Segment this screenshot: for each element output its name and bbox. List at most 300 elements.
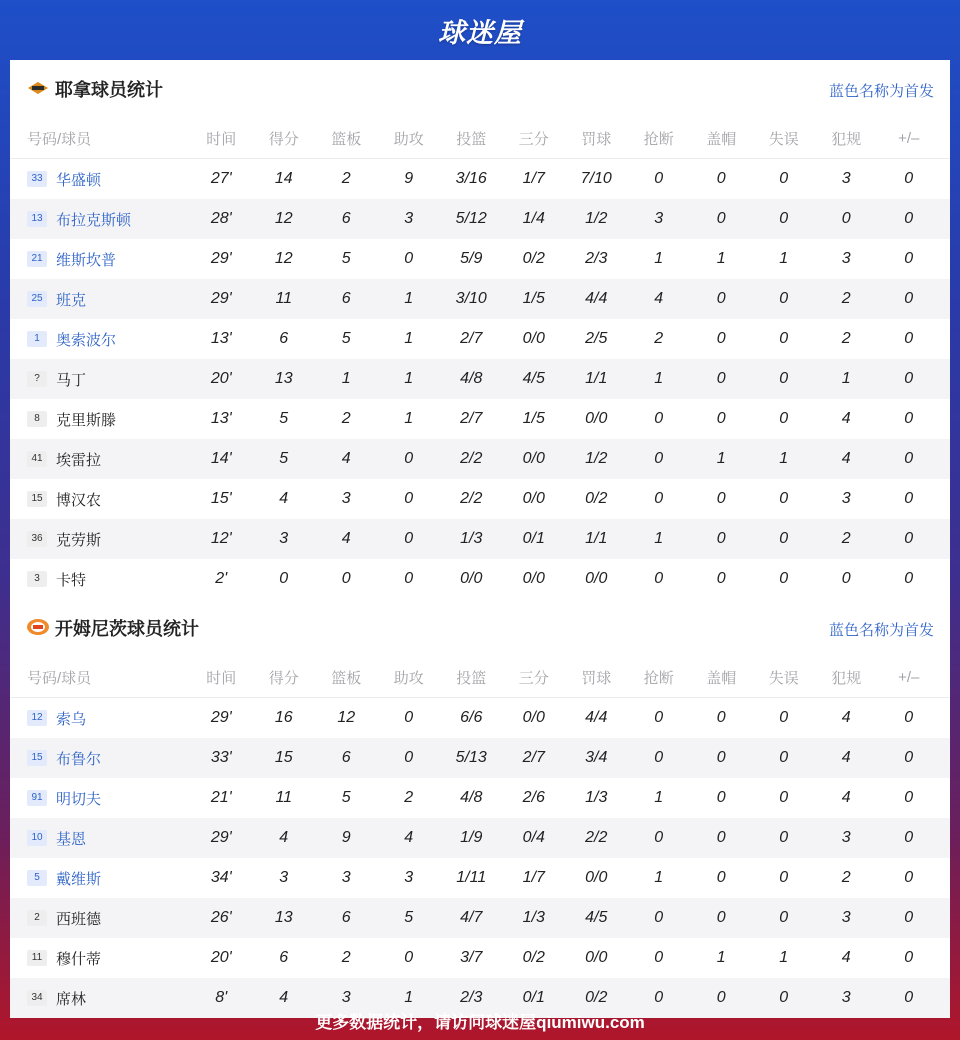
player-cell — [10, 449, 180, 470]
stat-cell: 5 — [404, 909, 414, 926]
starter-legend-note: 蓝色名称为首发 — [828, 83, 934, 100]
stat-cell: 3/7 — [460, 949, 483, 966]
stat-cell: 0 — [716, 829, 726, 846]
site-logo[interactable]: 球迷屋 — [438, 17, 522, 48]
stat-cell: 0/0 — [522, 709, 545, 726]
player-row[interactable] — [10, 479, 950, 519]
stat-cell: 2/7 — [460, 330, 483, 347]
player-name[interactable]: 基恩 — [56, 830, 87, 848]
stat-cell: 0 — [779, 490, 789, 507]
stat-cell: 1 — [404, 290, 414, 307]
player-cell — [10, 529, 180, 550]
jersey-number-badge: 12 — [27, 710, 47, 726]
footer-link-text[interactable]: 更多数据统计，请访问球迷屋qiumiwu.com — [315, 1012, 645, 1032]
player-name[interactable]: 克里斯滕 — [56, 411, 117, 429]
jersey-number-badge: 41 — [27, 451, 47, 467]
stat-cell: 0 — [904, 450, 914, 467]
stat-cell: 4 — [279, 490, 289, 507]
stat-cell: 0 — [404, 490, 414, 507]
stat-cell: 20' — [210, 949, 232, 966]
team-stats-title: 耶拿球员统计 — [55, 80, 163, 100]
stat-cell: 1 — [404, 989, 414, 1006]
column-header-row — [10, 118, 950, 159]
stat-cell: 4 — [841, 450, 851, 467]
stat-cell: 0 — [904, 170, 914, 187]
jersey-number-badge: 11 — [27, 950, 47, 966]
stat-cell: 9 — [341, 829, 351, 846]
stat-cell: 0 — [404, 450, 414, 467]
stat-cell: 0/4 — [522, 829, 545, 846]
stat-cell: 3 — [404, 210, 414, 227]
stat-cell: 1/7 — [522, 170, 545, 187]
stat-cell: 1 — [341, 370, 351, 387]
stat-cell: 0 — [904, 829, 914, 846]
stat-cell: 4/4 — [585, 709, 608, 726]
jersey-number-badge: 8 — [27, 411, 47, 427]
player-row[interactable] — [10, 239, 950, 279]
stat-cell: 1 — [654, 250, 664, 267]
stat-cell: 2/7 — [460, 410, 483, 427]
stat-cell: 0/2 — [585, 989, 608, 1006]
stat-cell: 5/13 — [455, 749, 487, 766]
player-cell — [10, 329, 180, 350]
stat-cell: 4 — [841, 949, 851, 966]
stat-cell: 0 — [779, 709, 789, 726]
jersey-number-badge: 10 — [27, 830, 47, 846]
player-cell — [10, 748, 180, 769]
player-row[interactable] — [10, 898, 950, 938]
stat-cell: 1/9 — [460, 829, 483, 846]
player-row[interactable] — [10, 858, 950, 898]
stat-cell: 0 — [904, 749, 914, 766]
stat-cell: 0 — [841, 570, 851, 587]
jersey-number-badge: 2 — [27, 910, 47, 926]
stat-cell: 0 — [904, 330, 914, 347]
stat-cell: 1 — [716, 450, 726, 467]
stat-cell: 0 — [716, 749, 726, 766]
stat-cell: 29' — [210, 290, 232, 307]
player-row[interactable] — [10, 559, 950, 599]
player-cell — [10, 569, 180, 590]
stat-cell: 0 — [716, 869, 726, 886]
jersey-number-badge: 5 — [27, 870, 47, 886]
stat-cell: 13' — [210, 410, 232, 427]
team-logo-jena-icon — [26, 79, 50, 97]
stat-cell: 0 — [654, 949, 664, 966]
stat-cell: 0 — [654, 709, 664, 726]
stat-cell: 0/0 — [522, 450, 545, 467]
stat-cell: 0 — [779, 869, 789, 886]
stats-panel — [10, 60, 950, 1008]
stat-cell: 0 — [841, 210, 851, 227]
stat-cell: 16 — [274, 709, 293, 726]
stat-cell: 0 — [716, 570, 726, 587]
player-cell — [10, 169, 180, 190]
stat-cell: 6 — [341, 749, 351, 766]
stat-cell: 4 — [654, 290, 664, 307]
player-name[interactable]: 布拉克斯顿 — [56, 211, 132, 229]
stat-cell: 0 — [404, 570, 414, 587]
stat-cell: 0 — [654, 989, 664, 1006]
stat-cell: 1/2 — [585, 450, 608, 467]
stat-cell: 0/0 — [460, 570, 483, 587]
player-cell — [10, 788, 180, 809]
column-header[interactable]: +/– — [898, 668, 920, 686]
stat-cell: 21' — [210, 789, 232, 806]
column-header[interactable]: 失误 — [768, 669, 799, 687]
stat-cell: 0 — [716, 370, 726, 387]
column-header[interactable]: 三分 — [518, 669, 549, 687]
stat-cell: 29' — [210, 829, 232, 846]
stat-cell: 1/5 — [522, 410, 545, 427]
stat-cell: 0 — [779, 749, 789, 766]
stat-cell: 0 — [654, 749, 664, 766]
stat-cell: 34' — [210, 869, 232, 886]
stat-cell: 5 — [341, 250, 351, 267]
column-header[interactable]: 得分 — [268, 130, 299, 148]
player-cell — [10, 948, 180, 969]
player-row[interactable] — [10, 738, 950, 778]
stat-cell: 8' — [215, 989, 228, 1006]
player-name[interactable]: 西班德 — [56, 910, 102, 928]
stat-cell: 6 — [279, 330, 289, 347]
stat-cell: 1/1 — [585, 370, 608, 387]
stat-cell: 1 — [654, 530, 664, 547]
stat-cell: 1 — [404, 370, 414, 387]
stat-cell: 12' — [210, 530, 232, 547]
stat-cell: 4/5 — [522, 370, 545, 387]
column-header[interactable]: 三分 — [518, 130, 549, 148]
player-cell — [10, 289, 180, 310]
stat-cell: 0 — [779, 989, 789, 1006]
player-name[interactable]: 明切夫 — [56, 790, 102, 808]
player-name[interactable]: 奥索波尔 — [56, 331, 117, 349]
stat-cell: 29' — [210, 250, 232, 267]
jersey-number-badge: 15 — [27, 750, 47, 766]
column-header[interactable]: 盖帽 — [706, 130, 737, 148]
team-section — [10, 60, 950, 599]
stat-cell: 2 — [654, 330, 664, 347]
jersey-number-badge: 21 — [27, 251, 47, 267]
player-row[interactable] — [10, 698, 950, 738]
player-row[interactable] — [10, 359, 950, 399]
stat-cell: 4 — [341, 450, 351, 467]
stat-cell: 2/3 — [585, 250, 608, 267]
jersey-number-badge: 34 — [27, 990, 47, 1006]
stat-cell: 0 — [404, 250, 414, 267]
stat-cell: 0 — [654, 829, 664, 846]
stat-cell: 12 — [274, 250, 293, 267]
stat-cell: 2 — [841, 290, 851, 307]
column-header[interactable]: 助攻 — [393, 669, 424, 687]
player-name[interactable]: 埃雷拉 — [56, 451, 102, 469]
player-cell — [10, 708, 180, 729]
player-name[interactable]: 克劳斯 — [56, 531, 102, 549]
player-name[interactable]: 戴维斯 — [56, 870, 102, 888]
stat-cell: 3 — [841, 989, 851, 1006]
stat-cell: 0/1 — [522, 989, 545, 1006]
column-header-player[interactable]: 号码/球员 — [27, 130, 92, 148]
player-name[interactable]: 布鲁尔 — [56, 750, 102, 768]
stat-cell: 1/3 — [460, 530, 483, 547]
stat-cell: 2/3 — [460, 989, 483, 1006]
stat-cell: 0 — [654, 450, 664, 467]
site-header — [0, 0, 960, 60]
stat-cell: 0 — [904, 789, 914, 806]
jersey-number-badge: 13 — [27, 211, 47, 227]
player-row[interactable] — [10, 159, 950, 199]
stat-cell: 1/5 — [522, 290, 545, 307]
stat-cell: 0 — [716, 789, 726, 806]
stat-cell: 2 — [341, 949, 351, 966]
stat-cell: 0 — [404, 749, 414, 766]
team-section — [10, 599, 950, 1018]
player-name[interactable]: 维斯坎普 — [56, 251, 117, 269]
player-cell — [10, 908, 180, 929]
stat-cell: 12 — [274, 210, 293, 227]
column-header[interactable]: 得分 — [268, 669, 299, 687]
stat-cell: 1 — [654, 370, 664, 387]
stat-cell: 0 — [904, 949, 914, 966]
stat-cell: 4 — [841, 410, 851, 427]
column-header[interactable]: 罚球 — [581, 669, 612, 687]
stat-cell: 0 — [779, 210, 789, 227]
stat-cell: 0/0 — [585, 869, 608, 886]
stat-cell: 0/0 — [522, 490, 545, 507]
stat-cell: 3 — [654, 210, 664, 227]
stat-cell: 2/2 — [460, 450, 483, 467]
stat-cell: 0 — [716, 410, 726, 427]
footer-banner — [0, 1000, 960, 1040]
player-row[interactable] — [10, 319, 950, 359]
stat-cell: 4 — [841, 789, 851, 806]
stat-cell: 0/2 — [522, 949, 545, 966]
stat-cell: 0 — [904, 490, 914, 507]
jersey-number-badge: 1 — [27, 331, 47, 347]
stat-cell: 6 — [341, 909, 351, 926]
stat-cell: 0 — [716, 909, 726, 926]
stat-cell: 20' — [210, 370, 232, 387]
stat-cell: 0 — [716, 170, 726, 187]
column-header[interactable]: 篮板 — [331, 130, 362, 148]
column-header[interactable]: 时间 — [206, 130, 237, 148]
stat-cell: 3 — [279, 869, 289, 886]
stat-cell: 4/4 — [585, 290, 608, 307]
column-header[interactable]: 投篮 — [456, 669, 487, 687]
stat-cell: 15 — [274, 749, 293, 766]
stat-cell: 6 — [341, 210, 351, 227]
column-header[interactable]: 罚球 — [581, 130, 612, 148]
stat-cell: 0 — [779, 290, 789, 307]
stat-cell: 0 — [779, 370, 789, 387]
stat-cell: 14 — [274, 170, 293, 187]
stat-cell: 0 — [341, 570, 351, 587]
jersey-number-badge: 15 — [27, 491, 47, 507]
team-stats-title: 开姆尼茨球员统计 — [55, 619, 199, 639]
stat-cell: 0/0 — [585, 410, 608, 427]
stat-cell: 0 — [654, 490, 664, 507]
stat-cell: 0 — [779, 170, 789, 187]
player-name[interactable]: 班克 — [56, 291, 87, 309]
player-name[interactable]: 马丁 — [56, 371, 87, 389]
stat-cell: 0 — [904, 250, 914, 267]
starter-legend-note: 蓝色名称为首发 — [828, 622, 934, 639]
stat-cell: 1 — [716, 250, 726, 267]
stat-cell: 5/9 — [460, 250, 483, 267]
player-name[interactable]: 穆什蒂 — [56, 950, 102, 968]
column-header[interactable]: 抢断 — [643, 669, 674, 687]
jersey-number-badge: 3 — [27, 571, 47, 587]
stat-cell: 1 — [654, 789, 664, 806]
stat-cell: 3 — [279, 530, 289, 547]
player-cell — [10, 868, 180, 889]
stat-cell: 4/8 — [460, 370, 483, 387]
stat-cell: 2/2 — [585, 829, 608, 846]
stat-cell: 0 — [716, 490, 726, 507]
stat-cell: 1 — [404, 330, 414, 347]
player-name[interactable]: 席林 — [56, 990, 87, 1008]
team-logo-chemnitz-icon — [26, 618, 50, 636]
stat-cell: 1/3 — [522, 909, 545, 926]
column-header-row — [10, 657, 950, 698]
stat-cell: 3/10 — [455, 290, 487, 307]
column-header[interactable]: 投篮 — [456, 130, 487, 148]
stat-cell: 0 — [716, 989, 726, 1006]
stat-cell: 3 — [841, 250, 851, 267]
stat-cell: 33' — [210, 749, 232, 766]
stat-cell: 1 — [404, 410, 414, 427]
stat-cell: 0/0 — [522, 570, 545, 587]
stat-cell: 3 — [341, 989, 351, 1006]
stat-cell: 1 — [779, 250, 789, 267]
stat-cell: 0/1 — [522, 530, 545, 547]
stat-cell: 0 — [654, 909, 664, 926]
team-section-header — [10, 599, 950, 657]
stat-cell: 0 — [654, 170, 664, 187]
column-header[interactable]: 篮板 — [331, 669, 362, 687]
column-header[interactable]: +/– — [898, 129, 920, 147]
stat-cell: 6/6 — [460, 709, 483, 726]
column-header[interactable]: 犯规 — [831, 130, 862, 148]
stat-cell: 0 — [654, 410, 664, 427]
stat-cell: 0 — [404, 949, 414, 966]
stat-cell: 2/7 — [522, 749, 545, 766]
player-row[interactable] — [10, 818, 950, 858]
stat-cell: 2 — [841, 330, 851, 347]
stat-cell: 4 — [279, 989, 289, 1006]
stat-cell: 0 — [779, 570, 789, 587]
stat-cell: 0 — [904, 290, 914, 307]
column-header[interactable]: 助攻 — [393, 130, 424, 148]
column-header[interactable]: 盖帽 — [706, 669, 737, 687]
stat-cell: 2 — [404, 789, 414, 806]
player-cell — [10, 409, 180, 430]
player-cell — [10, 828, 180, 849]
stat-cell: 0 — [904, 530, 914, 547]
stat-cell: 5 — [279, 410, 289, 427]
stat-cell: 1/2 — [585, 210, 608, 227]
stat-cell: 0 — [404, 530, 414, 547]
column-header[interactable]: 时间 — [206, 669, 237, 687]
stat-cell: 1/1 — [585, 530, 608, 547]
jersey-number-badge: 25 — [27, 291, 47, 307]
player-name[interactable]: 卡特 — [56, 571, 87, 589]
stat-cell: 4 — [279, 829, 289, 846]
stat-cell: 27' — [210, 170, 232, 187]
stat-cell: 9 — [404, 170, 414, 187]
stat-cell: 5 — [341, 330, 351, 347]
stat-cell: 3 — [404, 869, 414, 886]
stat-cell: 1 — [654, 869, 664, 886]
column-header[interactable]: 抢断 — [643, 130, 674, 148]
stat-cell: 0 — [779, 330, 789, 347]
stat-cell: 1/7 — [522, 869, 545, 886]
stat-cell: 2/5 — [585, 330, 608, 347]
player-row[interactable] — [10, 399, 950, 439]
stat-cell: 0 — [904, 210, 914, 227]
stat-cell: 3/4 — [585, 749, 608, 766]
stat-cell: 14' — [210, 450, 232, 467]
player-row[interactable] — [10, 279, 950, 319]
stat-cell: 4 — [341, 530, 351, 547]
jersey-number-badge: ? — [27, 371, 47, 387]
stat-cell: 5/12 — [455, 210, 487, 227]
stat-cell: 4/8 — [460, 789, 483, 806]
stat-cell: 0 — [779, 829, 789, 846]
team-section-header — [10, 60, 950, 118]
player-cell — [10, 369, 180, 390]
player-name[interactable]: 华盛顿 — [56, 171, 102, 189]
player-cell — [10, 249, 180, 270]
stat-cell: 2' — [215, 570, 228, 587]
stat-cell: 11 — [275, 789, 293, 806]
stat-cell: 29' — [210, 709, 232, 726]
stat-cell: 0/2 — [522, 250, 545, 267]
stat-cell: 0 — [904, 869, 914, 886]
stat-cell: 13 — [274, 370, 293, 387]
stat-cell: 3/16 — [455, 170, 487, 187]
stat-cell: 4 — [404, 829, 414, 846]
stat-cell: 5 — [279, 450, 289, 467]
stat-cell: 0 — [779, 530, 789, 547]
stat-cell: 0 — [716, 290, 726, 307]
player-row[interactable] — [10, 778, 950, 818]
jersey-number-badge: 91 — [27, 790, 47, 806]
stat-cell: 0 — [779, 410, 789, 427]
stat-cell: 6 — [279, 949, 289, 966]
player-name[interactable]: 索乌 — [56, 710, 87, 728]
player-cell — [10, 489, 180, 510]
stat-cell: 1 — [779, 450, 789, 467]
column-header[interactable]: 犯规 — [831, 669, 862, 687]
stat-cell: 7/10 — [580, 170, 612, 187]
stat-cell: 0/0 — [585, 570, 608, 587]
player-row[interactable] — [10, 938, 950, 978]
stat-cell: 2/2 — [460, 490, 483, 507]
player-row[interactable] — [10, 439, 950, 479]
player-name[interactable]: 博汉农 — [56, 491, 102, 509]
column-header-player[interactable]: 号码/球员 — [27, 669, 92, 687]
stat-cell: 26' — [210, 909, 232, 926]
column-header[interactable]: 失误 — [768, 130, 799, 148]
player-row[interactable] — [10, 199, 950, 239]
stat-cell: 6 — [341, 290, 351, 307]
player-row[interactable] — [10, 519, 950, 559]
stat-cell: 2 — [341, 170, 351, 187]
stat-cell: 0 — [279, 570, 289, 587]
stat-cell: 0 — [904, 909, 914, 926]
stat-cell: 2 — [841, 869, 851, 886]
